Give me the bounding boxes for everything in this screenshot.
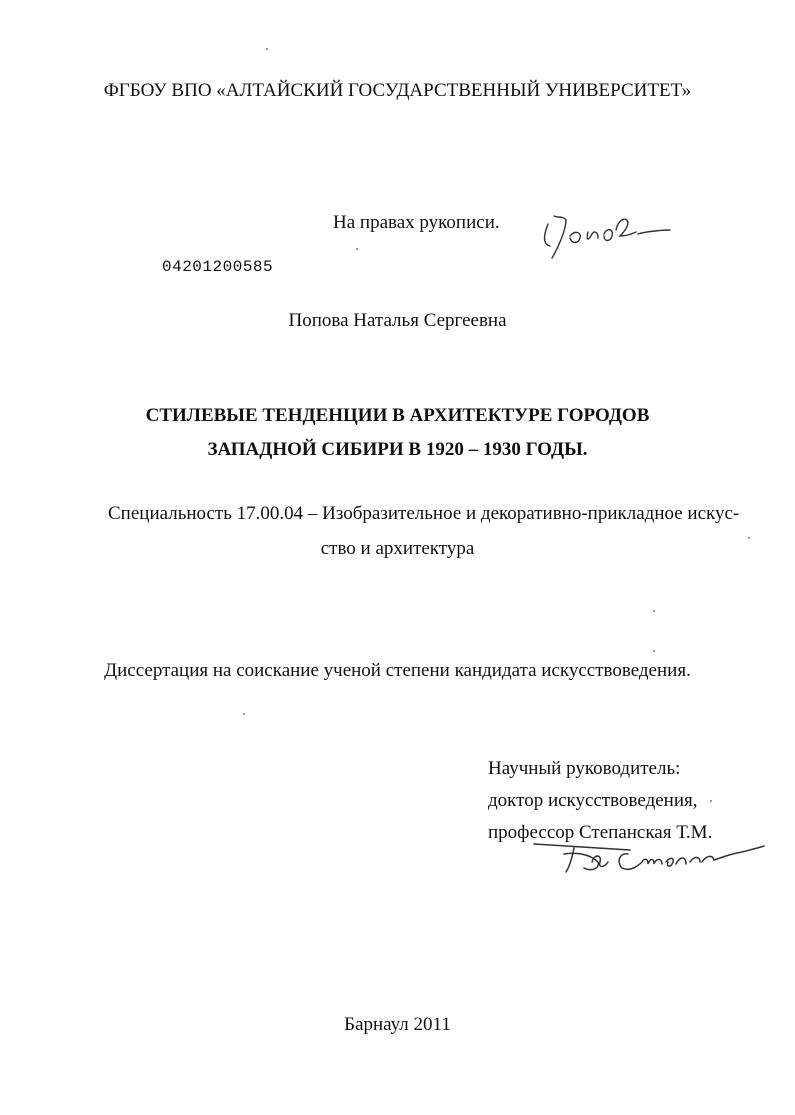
supervisor-label: Научный руководитель: [488,758,681,779]
scan-speck [653,650,655,652]
manuscript-rights-note: На правах рукописи. [333,212,500,233]
supervisor-name: профессор Степанская Т.М. [488,822,713,843]
dissertation-description: Диссертация на соискание ученой степени кандидата искусствоведения. [104,660,691,681]
scan-speck [748,537,750,539]
title-line-2: ЗАПАДНОЙ СИБИРИ В 1920 – 1930 ГОДЫ. [207,439,588,460]
specialty-line-2: ство и архитектура [320,538,475,559]
scan-speck [243,713,245,715]
author-signature [536,206,676,266]
scan-speck [266,48,268,50]
author-name: Попова Наталья Сергеевна [288,310,507,331]
specialty-line-1: Специальность 17.00.04 – Изобразительное и декоративно-прикладное искус- [108,503,740,524]
scan-speck [653,610,655,612]
scan-speck [710,800,712,802]
barcode-number: 04201200585 [162,258,274,276]
supervisor-signature [530,832,770,882]
institution-header: ФГБОУ ВПО «АЛТАЙСКИЙ ГОСУДАРСТВЕННЫЙ УНИВЕРСИТЕТ» [103,80,692,101]
scan-speck [356,248,358,250]
title-line-1: СТИЛЕВЫЕ ТЕНДЕНЦИИ В АРХИТЕКТУРЕ ГОРОДОВ [145,405,650,426]
supervisor-degree: доктор искусствоведения, [488,790,698,811]
city-year: Барнаул 2011 [344,1014,451,1035]
